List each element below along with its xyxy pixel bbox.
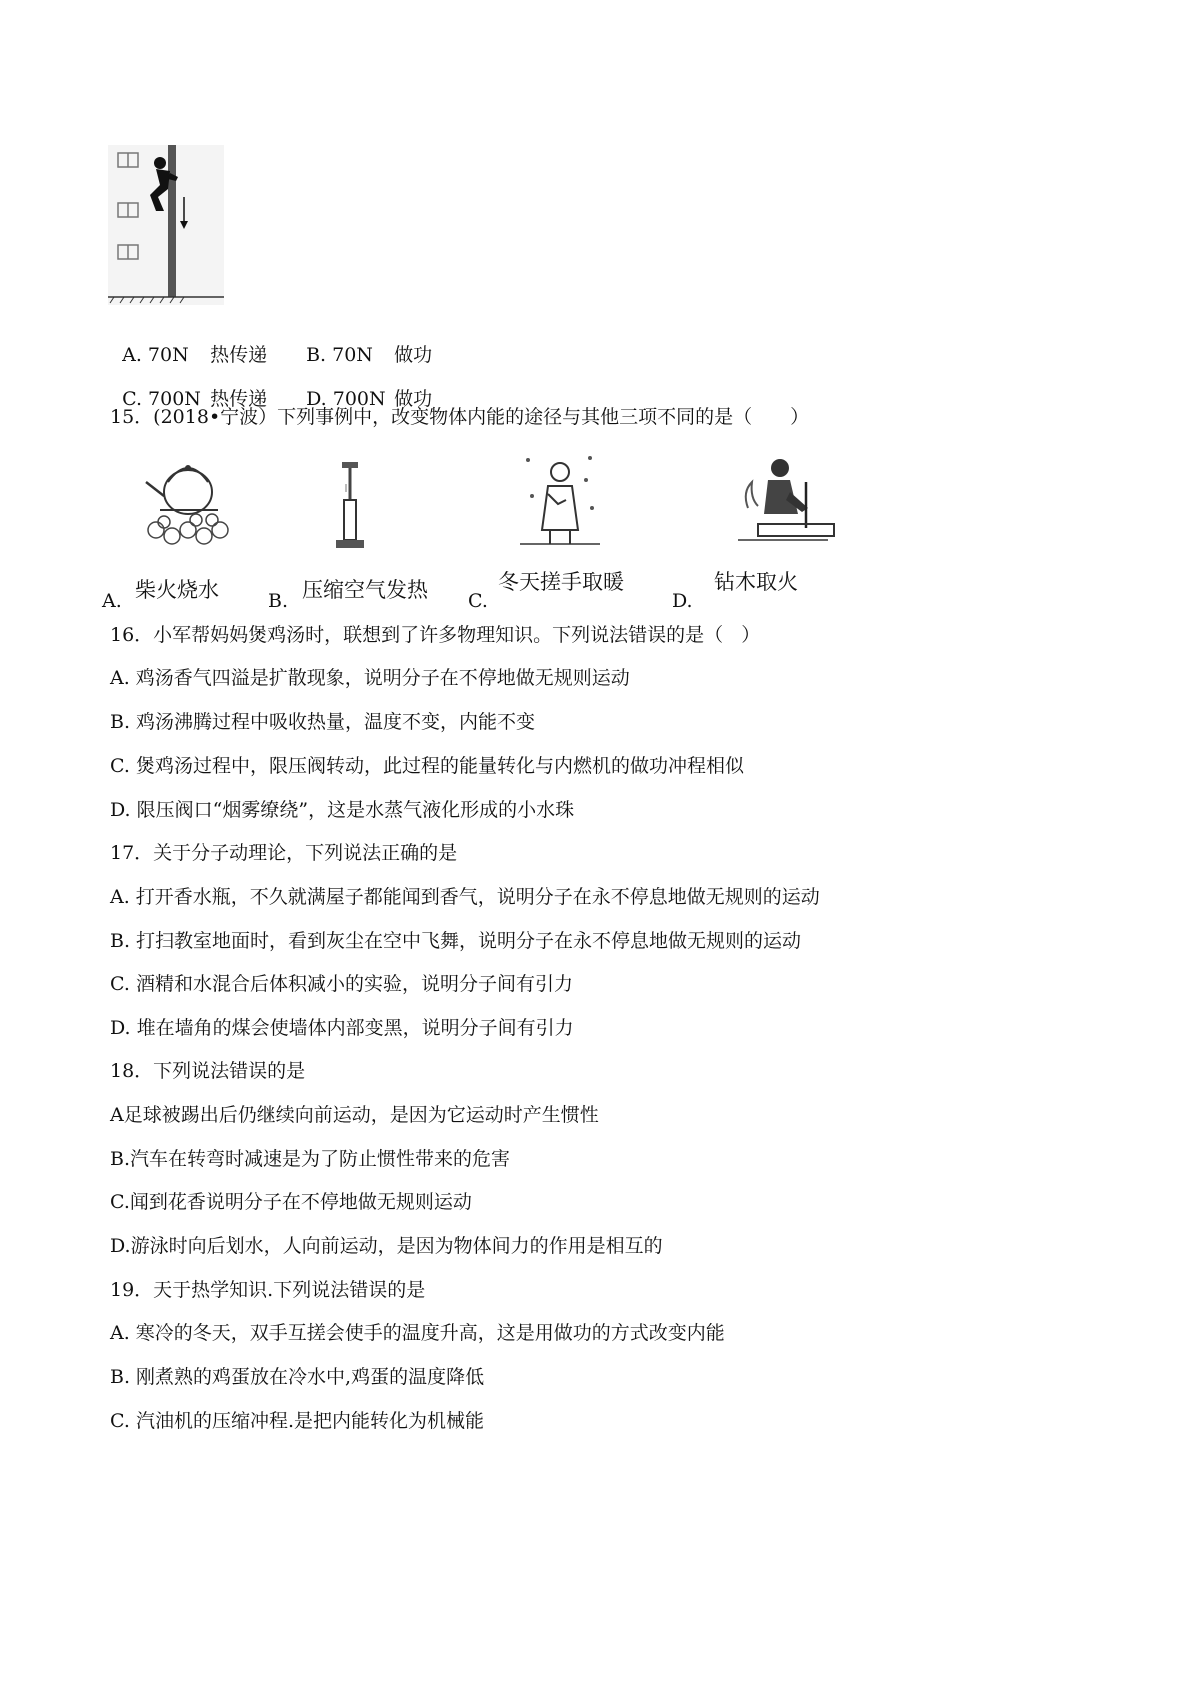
q15-caption-d: 钻木取火 <box>714 570 798 594</box>
q14-option-a-text: 热传递 <box>210 344 268 366</box>
q14-option-d-label: D. 700N <box>306 388 386 410</box>
q15-caption-c: 冬天搓手取暖 <box>498 570 624 594</box>
q19-option-b: B. 刚煮熟的鸡蛋放在冷水中,鸡蛋的温度降低 <box>110 1366 485 1388</box>
q15-option-d-letter: D. <box>672 590 693 612</box>
q14-option-b-label: B. 70N <box>306 344 373 366</box>
q18-option-c: C.闻到花香说明分子在不停地做无规则运动 <box>110 1191 472 1213</box>
q15-caption-b: 压缩空气发热 <box>302 578 428 602</box>
q16-option-a: A. 鸡汤香气四溢是扩散现象，说明分子在不停地做无规则运动 <box>110 667 630 689</box>
drill-wood-fire-figure <box>728 452 836 548</box>
q14-option-b-text: 做功 <box>394 344 433 366</box>
q16-option-c: C. 煲鸡汤过程中，限压阀转动，此过程的能量转化与内燃机的做功冲程相似 <box>110 755 744 777</box>
q17-stem: 17．关于分子动理论，下列说法正确的是 <box>110 842 458 864</box>
fire-piston-figure <box>330 460 370 556</box>
q18-stem: 18．下列说法错误的是 <box>110 1060 306 1082</box>
q17-option-c: C. 酒精和水混合后体积减小的实验，说明分子间有引力 <box>110 973 573 995</box>
q19-stem: 19．天于热学知识.下列说法错误的是 <box>110 1279 426 1301</box>
q17-option-d: D. 堆在墙角的煤会使墙体内部变黑，说明分子间有引力 <box>110 1017 574 1039</box>
q16-option-b: B. 鸡汤沸腾过程中吸收热量，温度不变，内能不变 <box>110 711 536 733</box>
q18-option-d: D.游泳时向后划水，人向前运动，是因为物体间力的作用是相互的 <box>110 1235 663 1257</box>
q14-option-a-label: A. 70N <box>122 344 189 366</box>
q19-option-c: C. 汽油机的压缩冲程.是把内能转化为机械能 <box>110 1410 484 1432</box>
pole-climber-figure <box>108 145 224 305</box>
q17-option-a: A. 打开香水瓶，不久就满屋子都能闻到香气，说明分子在永不停息地做无规则的运动 <box>110 886 820 908</box>
q19-option-a: A. 寒冷的冬天，双手互搓会使手的温度升高，这是用做功的方式改变内能 <box>110 1322 725 1344</box>
kettle-over-fire-figure <box>138 452 242 552</box>
q15-option-b-letter: B. <box>268 590 289 612</box>
q15-option-a-letter: A. <box>102 590 122 612</box>
q15-caption-a: 柴火烧水 <box>135 578 219 602</box>
q14-option-c-text: 热传递 <box>210 388 268 410</box>
q15-option-c-letter: C. <box>468 590 488 612</box>
q18-option-b: B.汽车在转弯时减速是为了防止惯性带来的危害 <box>110 1148 511 1170</box>
q18-option-a: A足球被踢出后仍继续向前运动，是因为它运动时产生惯性 <box>110 1104 599 1126</box>
q17-option-b: B. 打扫教室地面时，看到灰尘在空中飞舞，说明分子在永不停息地做无规则的运动 <box>110 930 802 952</box>
q14-option-c-label: C. 700N <box>122 388 201 410</box>
q15-stem: 15．(2018•宁波）下列事例中，改变物体内能的途径与其他三项不同的是（ ） <box>110 406 810 428</box>
q14-option-d-text: 做功 <box>394 388 433 410</box>
rubbing-hands-figure <box>520 450 600 550</box>
q16-option-d: D. 限压阀口“烟雾缭绕”，这是水蒸气液化形成的小水珠 <box>110 799 575 821</box>
q16-stem: 16．小军帮妈妈煲鸡汤时，联想到了许多物理知识。下列说法错误的是（ ） <box>110 624 761 646</box>
